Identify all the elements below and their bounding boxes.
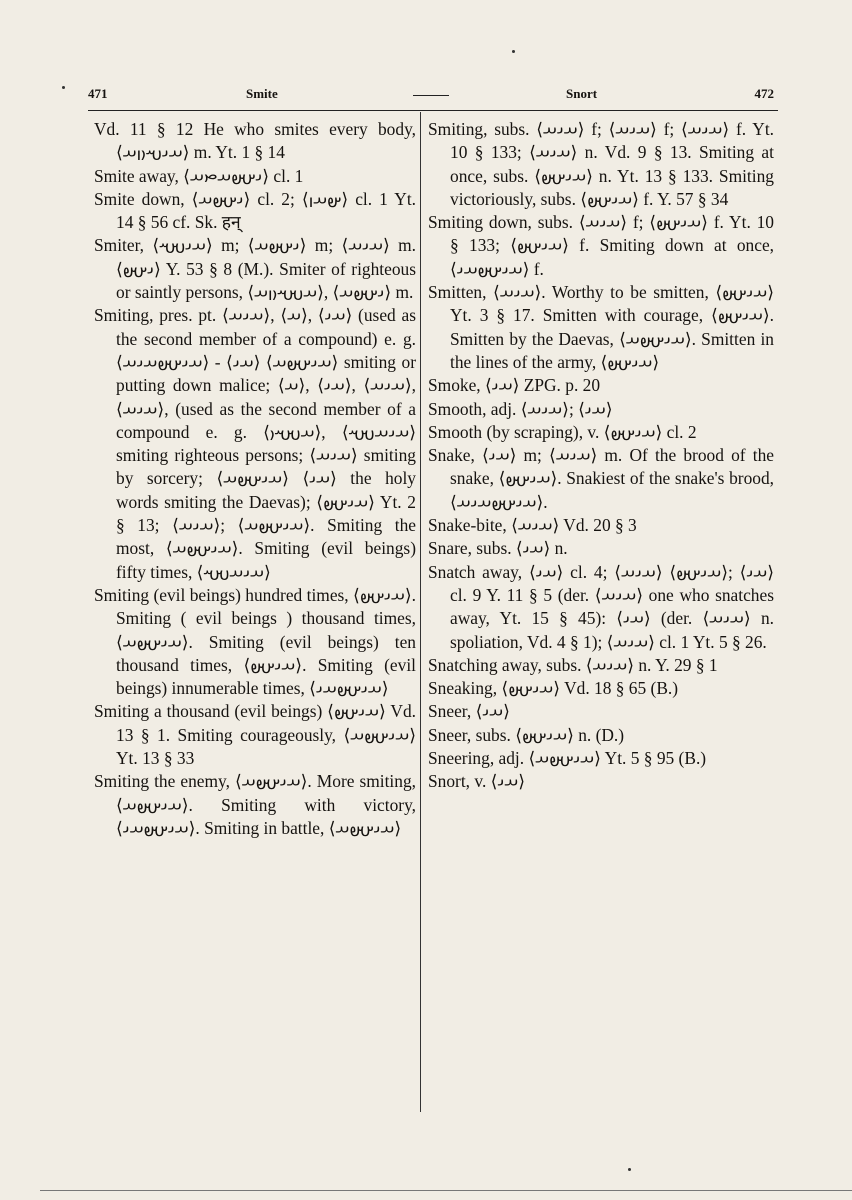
right-guide-word: Snort [566, 86, 598, 101]
entry: Smiting the enemy, ⟨𐬀𐬌𐬀𐬵𐬀⟩. More smiting, ⟨𐬀𐬌𐬀𐬵𐬀⟩. Smiting with victory, ⟨𐬀𐬌𐬀𐬵𐬀𐬌⟩. Smiting in battle, ⟨𐬀𐬌𐬀𐬵𐬀⟩ [94, 771, 416, 838]
paper-speck [512, 50, 515, 53]
entry: Sneer, ⟨𐬀𐬌⟩ [428, 701, 510, 722]
entry: Smoke, ⟨𐬀𐬌⟩ ZPG. p. 20 [428, 375, 601, 396]
entry: Smite down, ⟨𐬌𐬀𐬵𐬀⟩ cl. 2; ⟨𐬵𐬀𐬥⟩ cl. 1 Yt. 14 § 56 cf. Sk. हन् [94, 188, 416, 233]
left-page-number: 471 [88, 86, 108, 101]
right-column [428, 118, 774, 794]
entry: Vd. 11 § 12 He who smites every body, ⟨𐬀𐬌𐬱𐬎𐬥𐬀⟩ m. Yt. 1 § 14 [94, 119, 416, 163]
left-column [94, 118, 417, 840]
entry: Snare, subs. ⟨𐬀𐬌⟩ n. [428, 538, 568, 559]
right-page-number: 472 [754, 86, 774, 101]
header-rule [88, 110, 778, 111]
page-header [88, 86, 774, 110]
entry: Snatch away, ⟨𐬀𐬌⟩ cl. 4; ⟨𐬀𐬌𐬀⟩ ⟨𐬀𐬌𐬀𐬵⟩; ⟨𐬀𐬌⟩ cl. 9 Y. 11 § 5 (der. ⟨𐬀𐬌𐬀⟩ one who snatches away, Yt. 15 § 45): ⟨𐬀𐬌⟩ (der. ⟨𐬀𐬌𐬀⟩ n. spoliation, Vd. 4 § 1); ⟨𐬀𐬌𐬀⟩ cl. 1 Yt. 5 § 26. [428, 561, 775, 652]
entry: Sneering, adj. ⟨𐬀𐬌𐬀𐬵𐬀⟩ Yt. 5 § 95 (B.) [428, 748, 707, 769]
entry: Smiter, ⟨𐬀𐬌𐬱𐬀⟩ m; ⟨𐬌𐬀𐬵𐬀⟩ m; ⟨𐬀𐬌𐬀⟩ m. ⟨𐬌𐬀𐬵⟩ Y. 53 § 8 (M.). Smiter of righteous or saintly persons, ⟨𐬀𐬱𐬀𐬎𐬥𐬀⟩, ⟨𐬌𐬀𐬵𐬀⟩ m. [94, 235, 416, 303]
entry: Snatching away, subs. ⟨𐬀𐬌𐬀⟩ n. Y. 29 § 1 [428, 654, 718, 675]
paper-speck [62, 86, 65, 89]
entry: Smite away, ⟨𐬌𐬀𐬵𐬀𐬙𐬀⟩ cl. 1 [94, 165, 304, 186]
entry: Smiting, subs. ⟨𐬀𐬌𐬀⟩ f; ⟨𐬀𐬌𐬀⟩ f; ⟨𐬀𐬌𐬀⟩ f. Yt. 10 § 133; ⟨𐬀𐬌𐬀⟩ n. Vd. 9 § 13. Smiting at once, subs. ⟨𐬀𐬌𐬀𐬵⟩ n. Yt. 13 § 133. Smiting victoriously, subs. ⟨𐬀𐬌𐬀𐬵⟩ f. Y. 57 § 34 [428, 119, 774, 209]
paper-speck [628, 1168, 631, 1171]
entry: Smooth, adj. ⟨𐬀𐬌𐬀⟩; ⟨𐬀𐬌⟩ [428, 398, 613, 419]
page-bottom-edge [40, 1190, 852, 1191]
entry: Sneer, subs. ⟨𐬀𐬌𐬀𐬵⟩ n. (D.) [428, 724, 625, 745]
entry: Smiting a thousand (evil beings) ⟨𐬀𐬌𐬀𐬵⟩ Vd. 13 § 1. Smiting courageously, ⟨𐬀𐬌𐬀𐬵𐬀⟩ Yt. 13 § 33 [94, 701, 417, 769]
entry: Sneaking, ⟨𐬀𐬌𐬀𐬵⟩ Vd. 18 § 65 (B.) [428, 678, 679, 699]
entry: Snake-bite, ⟨𐬀𐬌𐬀⟩ Vd. 20 § 3 [428, 515, 637, 536]
entry: Snake, ⟨𐬀𐬌⟩ m; ⟨𐬀𐬌𐬀⟩ m. Of the brood of the snake, ⟨𐬀𐬌𐬀𐬵⟩. Snakiest of the snake's brood, ⟨𐬀𐬌𐬀𐬵𐬀𐬌𐬀⟩. [428, 445, 775, 512]
entry: Smiting, pres. pt. ⟨𐬀𐬌𐬀⟩, ⟨𐬀⟩, ⟨𐬀𐬌⟩ (used as the second member of a compound) e. g. ⟨𐬀𐬌𐬀𐬵𐬀𐬌𐬀⟩ - ⟨𐬀𐬌⟩ ⟨𐬀𐬌𐬀𐬵𐬀⟩ smiting or putting down malice; ⟨𐬀⟩, ⟨𐬀𐬌⟩, ⟨𐬀𐬌𐬀⟩, ⟨𐬀𐬌𐬀⟩, (used as the second member of a compound e. g. ⟨𐬀𐬱𐬀𐬎⟩, ⟨𐬀𐬌𐬀𐬱𐬀⟩ smiting righteous persons; ⟨𐬀𐬌𐬀⟩ smiting by sorcery; ⟨𐬀𐬌𐬀𐬵𐬀⟩ ⟨𐬀𐬌⟩ the holy words smiting the Daevas); ⟨𐬀𐬌𐬀𐬵⟩ Yt. 2 § 13; ⟨𐬀𐬌𐬀⟩; ⟨𐬀𐬌𐬀𐬵𐬀⟩. Smiting the most, ⟨𐬀𐬌𐬀𐬵𐬀⟩. Smiting (evil beings) fifty times, ⟨𐬀𐬌𐬀𐬱𐬀⟩ [94, 305, 417, 582]
left-guide-word: Smite [246, 86, 278, 101]
entry: Smiting (evil beings) hundred times, ⟨𐬀𐬌𐬀𐬵⟩. Smiting ( evil beings ) thousand times, ⟨𐬀𐬌𐬀𐬵𐬀⟩. Smiting (evil beings) ten thousand times, ⟨𐬀𐬌𐬀𐬵⟩. Smiting (evil beings) innumerable times, ⟨𐬀𐬌𐬀𐬵𐬀𐬌⟩ [94, 584, 416, 699]
entry: Snort, v. ⟨𐬀𐬌⟩ [428, 771, 525, 792]
column-divider [420, 112, 421, 1112]
entry: Smiting down, subs. ⟨𐬀𐬌𐬀⟩ f; ⟨𐬀𐬌𐬀𐬵⟩ f. Yt. 10 § 133; ⟨𐬀𐬌𐬀𐬵⟩ f. Smiting down at once, ⟨𐬀𐬌𐬀𐬵𐬀𐬌⟩ f. [428, 212, 775, 279]
entry: Smooth (by scraping), v. ⟨𐬀𐬌𐬀𐬵⟩ cl. 2 [428, 421, 697, 442]
header-dash [413, 95, 449, 96]
entry: Smitten, ⟨𐬀𐬌𐬀⟩. Worthy to be smitten, ⟨𐬀𐬌𐬀𐬵⟩ Yt. 3 § 17. Smitten with courage, ⟨𐬀𐬌𐬀𐬵⟩. Smitten by the Daevas, ⟨𐬀𐬌𐬀𐬵𐬀⟩. Smitten in the lines of the army, ⟨𐬀𐬌𐬀𐬵⟩ [428, 282, 774, 372]
